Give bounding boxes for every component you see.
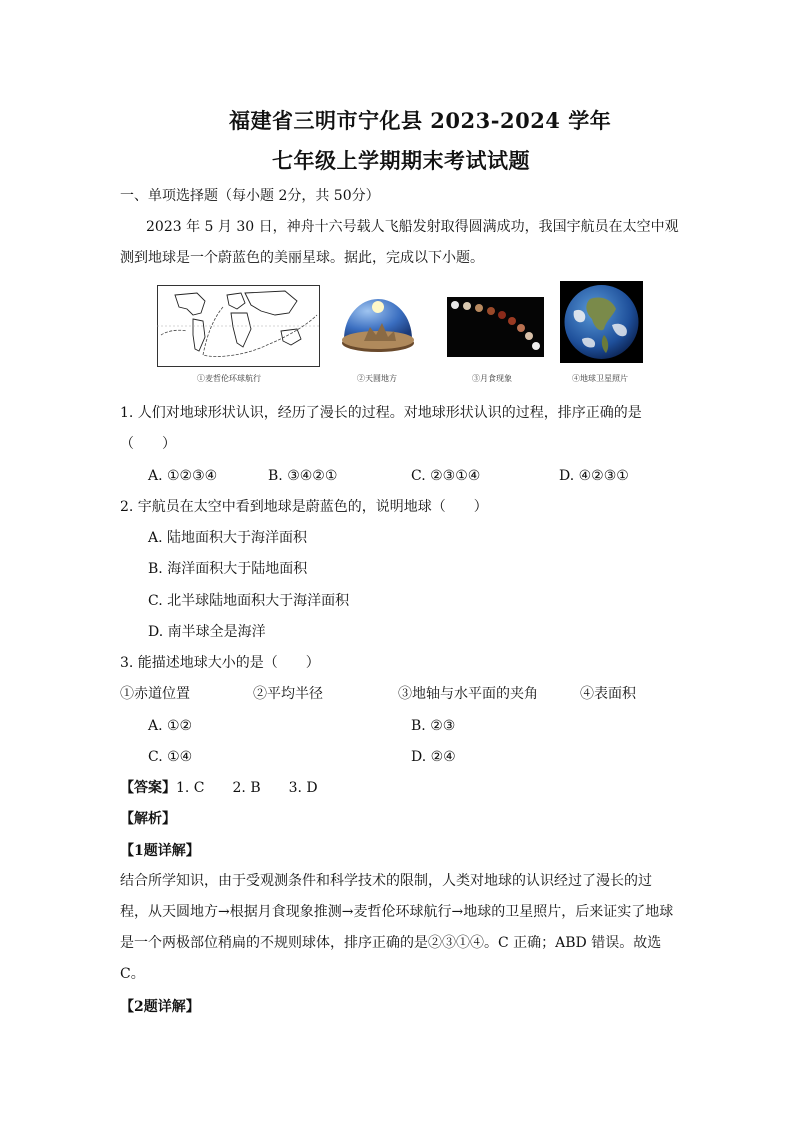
q3-option-b: B. ②③ — [411, 718, 456, 734]
q3-stem: 3. 能描述地球大小的是（ ） — [120, 655, 320, 671]
figure-caption-1: ①麦哲伦环球航行 — [197, 374, 261, 383]
q3-item-1: ①赤道位置 — [120, 686, 190, 702]
q3-item-2: ②平均半径 — [253, 686, 323, 702]
world-map-route-icon — [157, 285, 320, 367]
q2-option-c: C. 北半球陆地面积大于海洋面积 — [148, 593, 350, 609]
detail-1-label: 【1题详解】 — [120, 843, 200, 859]
intro-line-2: 测到地球是一个蔚蓝色的美丽星球。据此，完成以下小题。 — [120, 250, 484, 266]
q3-option-c: C. ①④ — [148, 749, 193, 765]
earth-satellite-photo-icon — [560, 281, 643, 363]
q2-option-d: D. 南半球全是海洋 — [148, 624, 266, 640]
q1-option-c: C. ②③①④ — [411, 468, 481, 484]
q1-option-d: D. ④②③① — [559, 468, 629, 484]
figure-earth-photo — [560, 281, 643, 363]
figure-caption-3: ③月食现象 — [472, 374, 512, 383]
q3-item-4: ④表面积 — [580, 686, 636, 702]
q3-item-3: ③地轴与水平面的夹角 — [398, 686, 538, 702]
figure-caption-2: ②天圆地方 — [357, 374, 397, 383]
figure-caption-4: ④地球卫星照片 — [572, 374, 628, 383]
title-line-2: 七年级上学期期末考试试题 — [272, 148, 530, 173]
detail-1-text: 结合所学知识，由于受观测条件和科学技术的限制，人类对地球的认识经过了漫长的过程，从天圆地方→根据月食现象推测→麦哲伦环球航行→地球的卫星照片，后来证实了地球是一个两极部位稍扁的不规则球体，排序正确的是②③①④。C 正确；ABD 错误。故选 C。 — [120, 873, 674, 982]
intro-line-1: 2023 年 5 月 30 日，神舟十六号载人飞船发射取得圆满成功，我国宇航员在太空中观 — [146, 219, 679, 235]
q1-option-b: B. ③④②① — [268, 468, 338, 484]
figure-magellan-map — [157, 285, 320, 367]
answer-label: 【答案】 — [120, 780, 176, 796]
answer-line — [120, 778, 318, 798]
q2-stem: 2. 宇航员在太空中看到地球是蔚蓝色的，说明地球（ ） — [120, 499, 488, 515]
answer-text: 1. C 2. B 3. D — [176, 780, 318, 796]
q1-stem-line-2: （ ） — [120, 436, 176, 452]
q1-option-a: A. ①②③④ — [148, 468, 218, 484]
analysis-label: 【解析】 — [120, 811, 176, 827]
section-heading: 一、单项选择题（每小题 2分，共 50分） — [120, 188, 380, 204]
q1-stem-line-1: 1. 人们对地球形状认识，经历了漫长的过程。对地球形状认识的过程，排序正确的是 — [120, 405, 642, 421]
detail-2-label: 【2题详解】 — [120, 999, 200, 1015]
lunar-eclipse-sequence-icon — [447, 297, 544, 357]
figure-lunar-eclipse — [447, 297, 544, 357]
q2-option-a: A. 陆地面积大于海洋面积 — [148, 530, 308, 546]
figure-dome-sky — [338, 291, 418, 363]
dome-sky-flat-earth-icon — [338, 291, 418, 363]
q3-option-d: D. ②④ — [411, 749, 456, 765]
title-line-1: 福建省三明市宁化县 2023-2024 学年 — [229, 108, 612, 133]
q3-option-a: A. ①② — [148, 718, 193, 734]
q2-option-b: B. 海洋面积大于陆地面积 — [148, 561, 308, 577]
